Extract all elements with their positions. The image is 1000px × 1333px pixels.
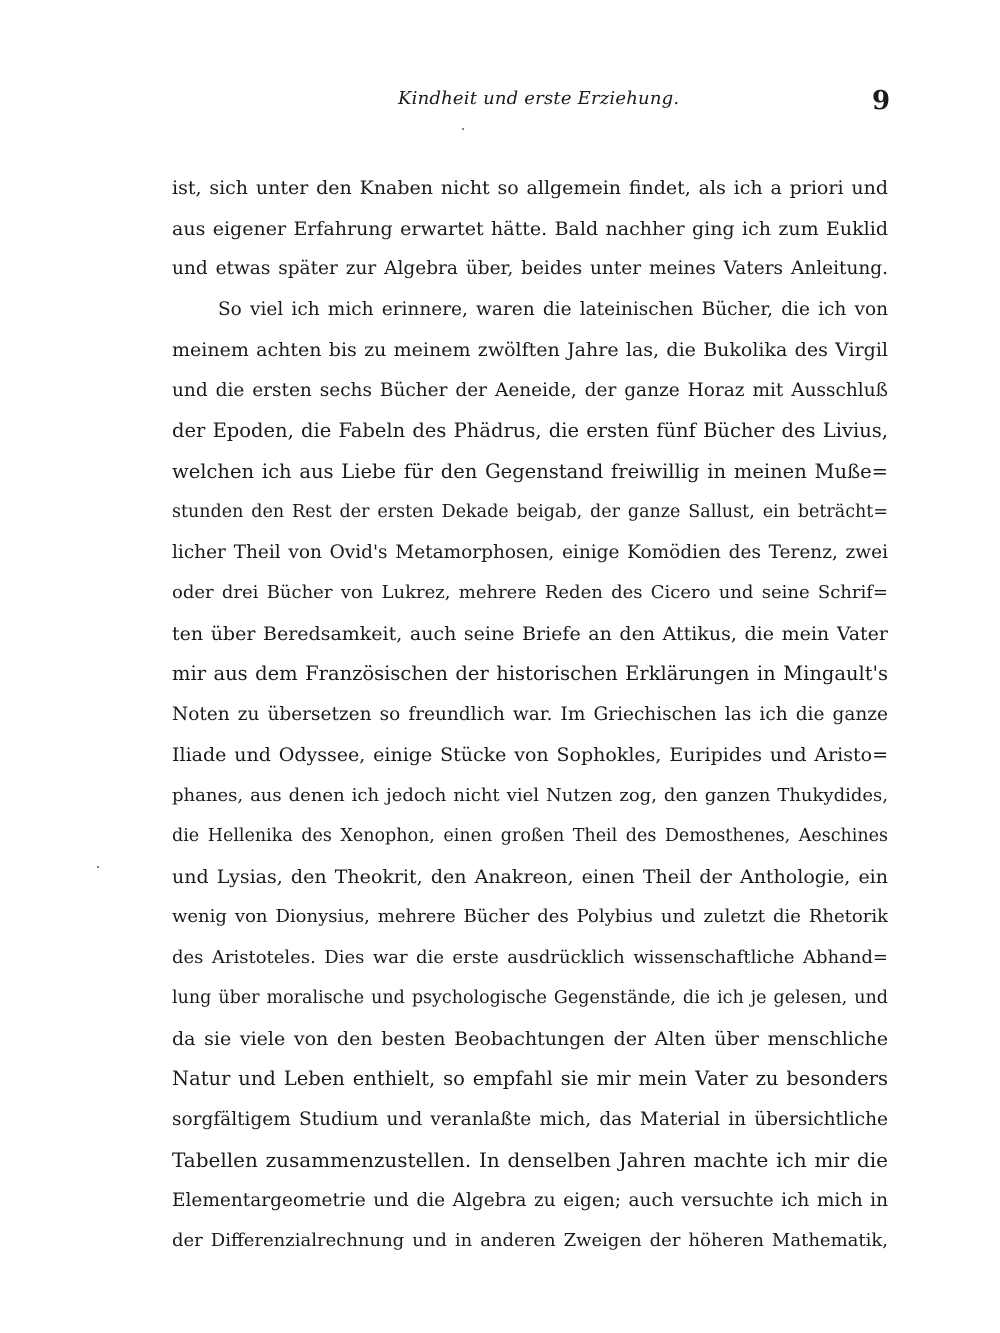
text-line: ist, sich unter den Knaben nicht so allgemein findet, als ich a priori und bbox=[172, 177, 888, 199]
body-text bbox=[172, 168, 888, 1262]
text-line: und die ersten sechs Bücher der Aeneide, der ganze Horaz mit Ausschluß bbox=[172, 379, 888, 401]
text-line: mir aus dem Französischen der historischen Erklärungen in Mingault's bbox=[172, 662, 888, 685]
text-line: der Differenzialrechnung und in anderen Zweigen der höheren Mathematik, bbox=[172, 1230, 888, 1251]
text-line: lung über moralische und psychologische Gegenstände, die ich je gelesen, und bbox=[172, 988, 888, 1008]
text-line: und Lysias, den Theokrit, den Anakreon, einen Theil der Anthologie, ein bbox=[172, 865, 888, 888]
text-line: welchen ich aus Liebe für den Gegenstand freiwillig in meinen Muße= bbox=[172, 459, 888, 483]
text-line: Natur und Leben enthielt, so empfahl sie mir mein Vater zu besonders bbox=[172, 1067, 888, 1090]
running-title: Kindheit und erste Erziehung. bbox=[398, 88, 680, 109]
text-line: oder drei Bücher von Lukrez, mehrere Reden des Cicero und seine Schrif= bbox=[172, 582, 888, 603]
text-line: So viel ich mich erinnere, waren die lateinischen Bücher, die ich von bbox=[218, 298, 888, 320]
text-line: Noten zu übersetzen so freundlich war. Im Griechischen las ich die ganze bbox=[172, 703, 888, 725]
text-line: licher Theil von Ovid's Metamorphosen, einige Komödien des Terenz, zwei bbox=[172, 541, 888, 563]
text-line: da sie viele von den besten Beobachtungen der Alten über menschliche bbox=[172, 1027, 888, 1050]
text-line: Tabellen zusammenzustellen. In denselben Jahren machte ich mir die bbox=[172, 1148, 888, 1172]
text-line: stunden den Rest der ersten Dekade beigab, der ganze Sallust, ein beträcht= bbox=[172, 502, 888, 522]
print-speck bbox=[97, 866, 99, 868]
text-line: Elementargeometrie und die Algebra zu eigen; auch versuchte ich mich in bbox=[172, 1189, 888, 1211]
text-line: Iliade und Odyssee, einige Stücke von Sophokles, Euripides und Aristo= bbox=[172, 744, 888, 766]
running-header bbox=[0, 86, 1000, 118]
text-line: phanes, aus denen ich jedoch nicht viel Nutzen zog, den ganzen Thukydides, bbox=[172, 784, 888, 806]
text-line: ten über Beredsamkeit, auch seine Briefe an den Attikus, die mein Vater bbox=[172, 622, 888, 645]
text-line: und etwas später zur Algebra über, beides unter meines Vaters Anleitung. bbox=[172, 258, 888, 279]
text-line: des Aristoteles. Dies war die erste ausdrücklich wissenschaftliche Abhand= bbox=[172, 946, 888, 968]
print-speck bbox=[462, 128, 464, 130]
text-line: sorgfältigem Studium und veranlaßte mich, das Material in übersichtliche bbox=[172, 1108, 888, 1130]
text-line: die Hellenika des Xenophon, einen großen Theil des Demosthenes, Aeschines bbox=[172, 826, 888, 846]
text-line: der Epoden, die Fabeln des Phädrus, die ersten fünf Bücher des Livius, bbox=[172, 419, 888, 442]
page-number: 9 bbox=[872, 86, 891, 116]
text-line: meinem achten bis zu meinem zwölften Jahre las, die Bukolika des Virgil bbox=[172, 339, 888, 361]
text-line: aus eigener Erfahrung erwartet hätte. Bald nachher ging ich zum Euklid bbox=[172, 217, 888, 240]
text-line: wenig von Dionysius, mehrere Bücher des Polybius und zuletzt die Rhetorik bbox=[172, 906, 888, 927]
